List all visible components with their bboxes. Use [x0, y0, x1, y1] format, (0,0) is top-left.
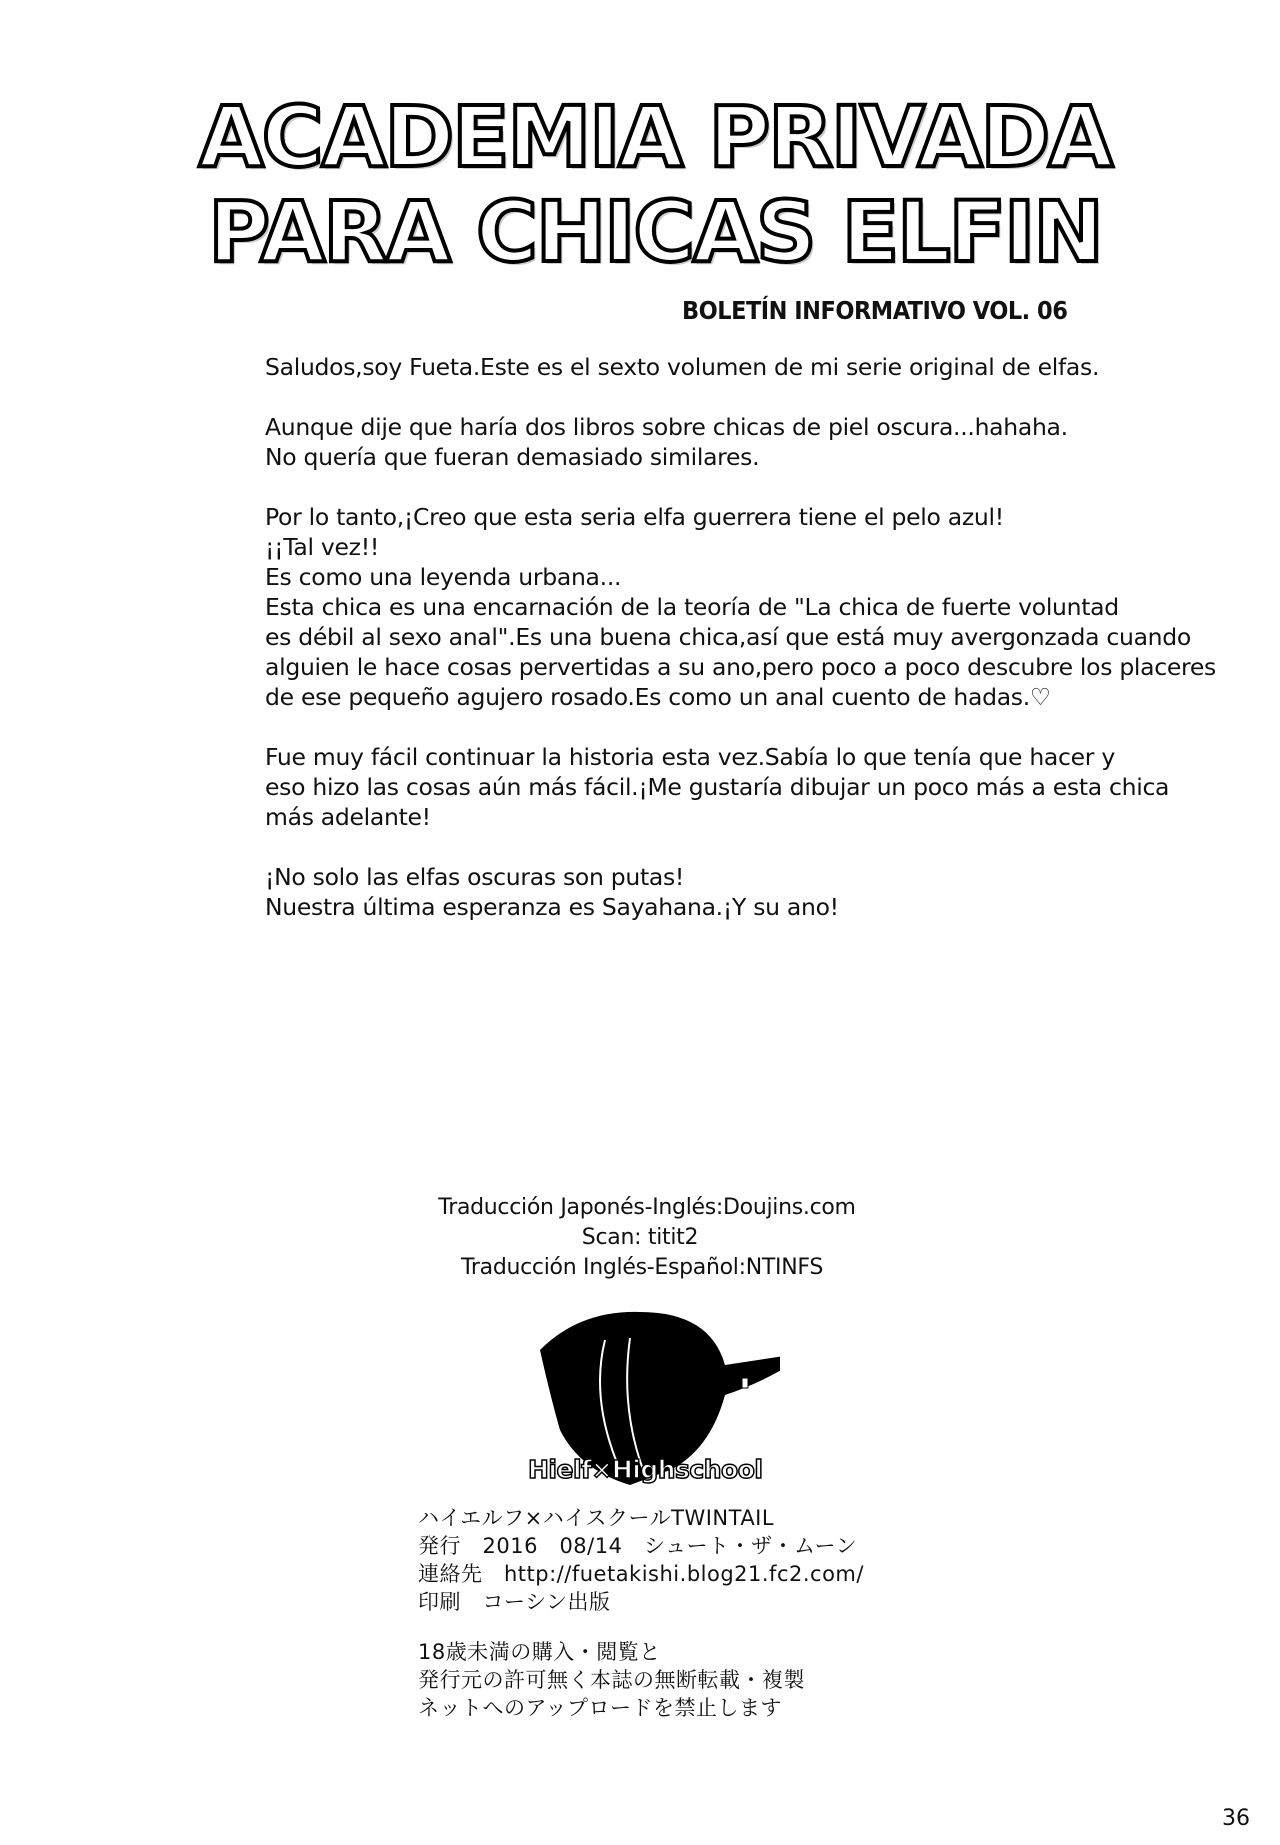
afterword-body — [265, 352, 1245, 952]
newsletter-subtitle: BOLETÍN INFORMATIVO VOL. 06 — [682, 296, 1068, 325]
colophon-line: 連絡先 http://fuetakishi.blog21.fc2.com/ — [418, 1562, 864, 1586]
text-line: eso hizo las cosas aún más fácil.¡Me gustaría dibujar un poco más a esta chica — [265, 773, 1170, 801]
page-number: 36 — [1222, 1806, 1250, 1831]
page-title-line-1: ACADEMIA PRIVADA — [198, 88, 1112, 186]
paragraph-5 — [265, 862, 1245, 922]
text-line: Fue muy fácil continuar la historia esta vez.Sabía lo que tenía que hacer y — [265, 743, 1115, 771]
paragraph-4 — [265, 742, 1245, 832]
text-line: No quería que fueran demasiado similares. — [265, 443, 760, 471]
paragraph-3 — [265, 502, 1245, 712]
translation-credits — [0, 1193, 1280, 1283]
text-line: alguien le hace cosas pervertidas a su ano,pero poco a poco descubre los placeres — [265, 653, 1216, 681]
credit-line: Traducción Inglés-Español:NTINFS — [461, 1255, 823, 1280]
colophon-line: ハイエルフ×ハイスクールTWINTAIL — [418, 1506, 775, 1530]
notice-line: ネットへのアップロードを禁止します — [418, 1696, 783, 1720]
text-line: ¡No solo las elfas oscuras son putas! — [265, 863, 685, 891]
text-line: Por lo tanto,¡Creo que esta seria elfa guerrera tiene el pelo azul! — [265, 503, 1004, 531]
colophon-line: 印刷 コーシン出版 — [418, 1590, 611, 1614]
notice-line: 発行元の許可無く本誌の無断転載・複製 — [418, 1668, 805, 1692]
colophon-line: 発行 2016 08/14 シュート・ザ・ムーン — [418, 1534, 858, 1558]
text-line: es débil al sexo anal".Es una buena chica,así que está muy avergonzada cuando — [265, 623, 1191, 651]
colophon — [418, 1504, 864, 1722]
paragraph-2 — [265, 412, 1245, 472]
logo-wordmark: Hielf×Highschool — [528, 1455, 763, 1484]
text-line: Es como una leyenda urbana... — [265, 563, 622, 591]
credit-line: Traducción Japonés-Inglés:Doujins.com — [438, 1195, 856, 1220]
text-line: Saludos,soy Fueta.Este es el sexto volumen de mi serie original de elfas. — [265, 353, 1100, 381]
text-line: más adelante! — [265, 803, 431, 831]
page-title-line-2: PARA CHICAS ELFIN — [208, 183, 1102, 281]
text-line: Esta chica es una encarnación de la teoría de "La chica de fuerte voluntad — [265, 593, 1119, 621]
notice-line: 18歳未満の購入・閲覧と — [418, 1640, 661, 1664]
text-line: Aunque dije que haría dos libros sobre chicas de piel oscura...hahaha. — [265, 413, 1068, 441]
credit-line: Scan: titit2 — [581, 1225, 699, 1250]
paragraph-1 — [265, 352, 1245, 382]
text-line: de ese pequeño agujero rosado.Es como un anal cuento de hadas.♡ — [265, 683, 1051, 711]
text-line: ¡¡Tal vez!! — [265, 533, 379, 561]
text-line: Nuestra última esperanza es Sayahana.¡Y su ano! — [265, 893, 839, 921]
